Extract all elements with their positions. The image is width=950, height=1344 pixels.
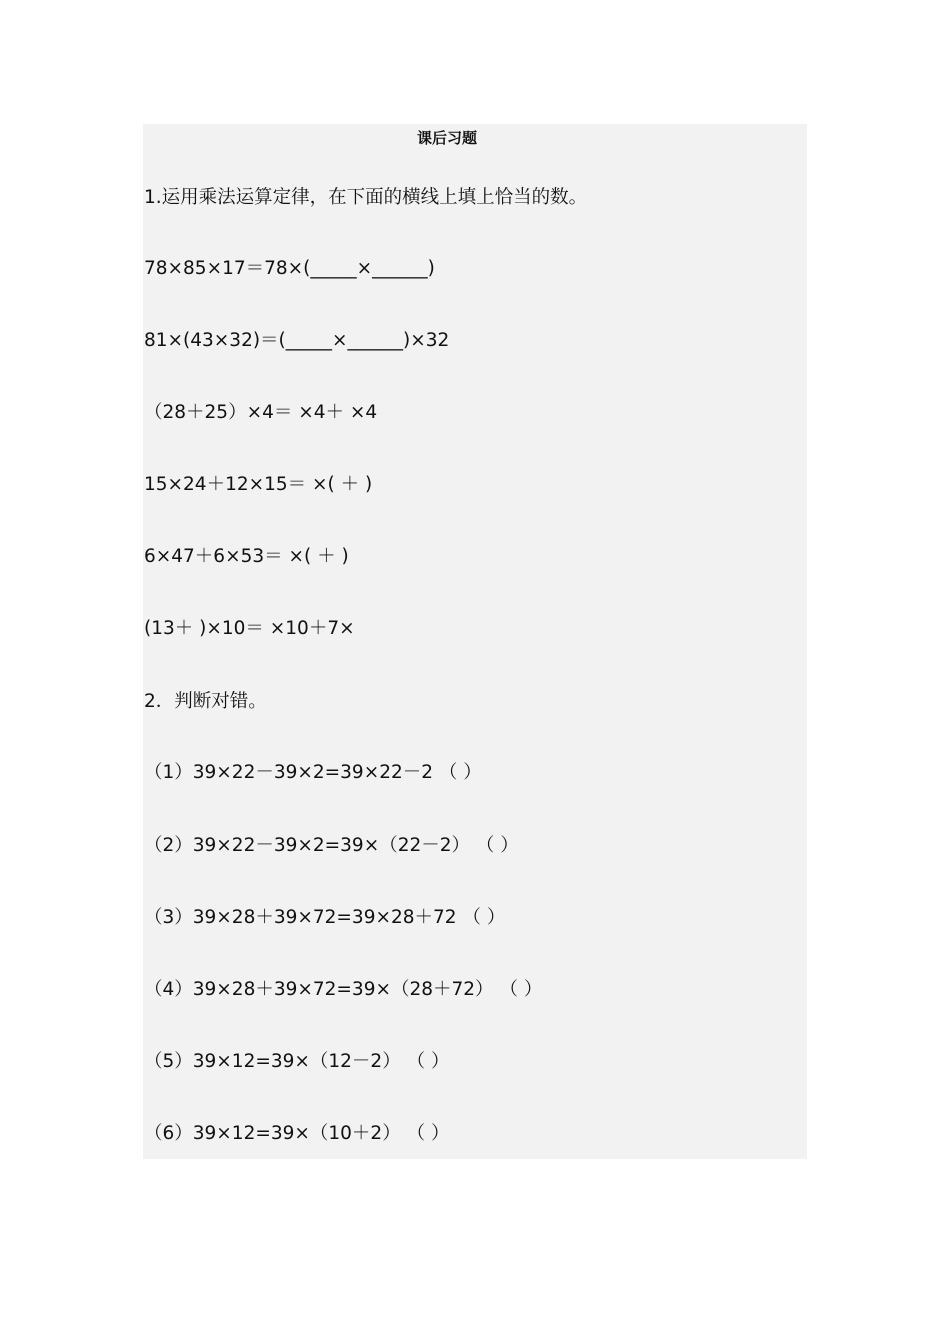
- true-false-item-3: （3）39×28＋39×72=39×28＋72 （ ）: [144, 907, 506, 928]
- true-false-item-2: （2）39×22－39×2=39×（22－2） （ ）: [144, 835, 519, 856]
- fill-blank-item-4: 15×24＋12×15＝ ×( ＋ ): [144, 474, 373, 495]
- fill-blank-item-3: （28＋25）×4＝ ×4＋ ×4: [144, 402, 378, 423]
- exercise-sheet: [143, 124, 807, 1159]
- true-false-item-4: （4）39×28＋39×72=39×（28＋72） （ ）: [144, 979, 543, 1000]
- section2-heading: 2．判断对错。: [144, 691, 267, 712]
- true-false-item-6: （6）39×12=39×（10＋2） （ ）: [144, 1123, 450, 1144]
- fill-blank-item-6: (13＋ )×10＝ ×10＋7×: [144, 618, 355, 639]
- page-title: 课后习题: [416, 129, 477, 147]
- section1-heading: 1.运用乘法运算定律，在下面的横线上填上恰当的数。: [144, 187, 588, 208]
- true-false-item-1: （1）39×22－39×2=39×22－2 （ ）: [144, 762, 482, 783]
- true-false-item-5: （5）39×12=39×（12－2） （ ）: [144, 1051, 450, 1072]
- fill-blank-item-2: 81×(43×32)＝(_____×______)×32: [144, 330, 450, 351]
- fill-blank-item-5: 6×47＋6×53＝ ×( ＋ ): [144, 546, 349, 567]
- fill-blank-item-1: 78×85×17＝78×(_____×______): [144, 258, 435, 279]
